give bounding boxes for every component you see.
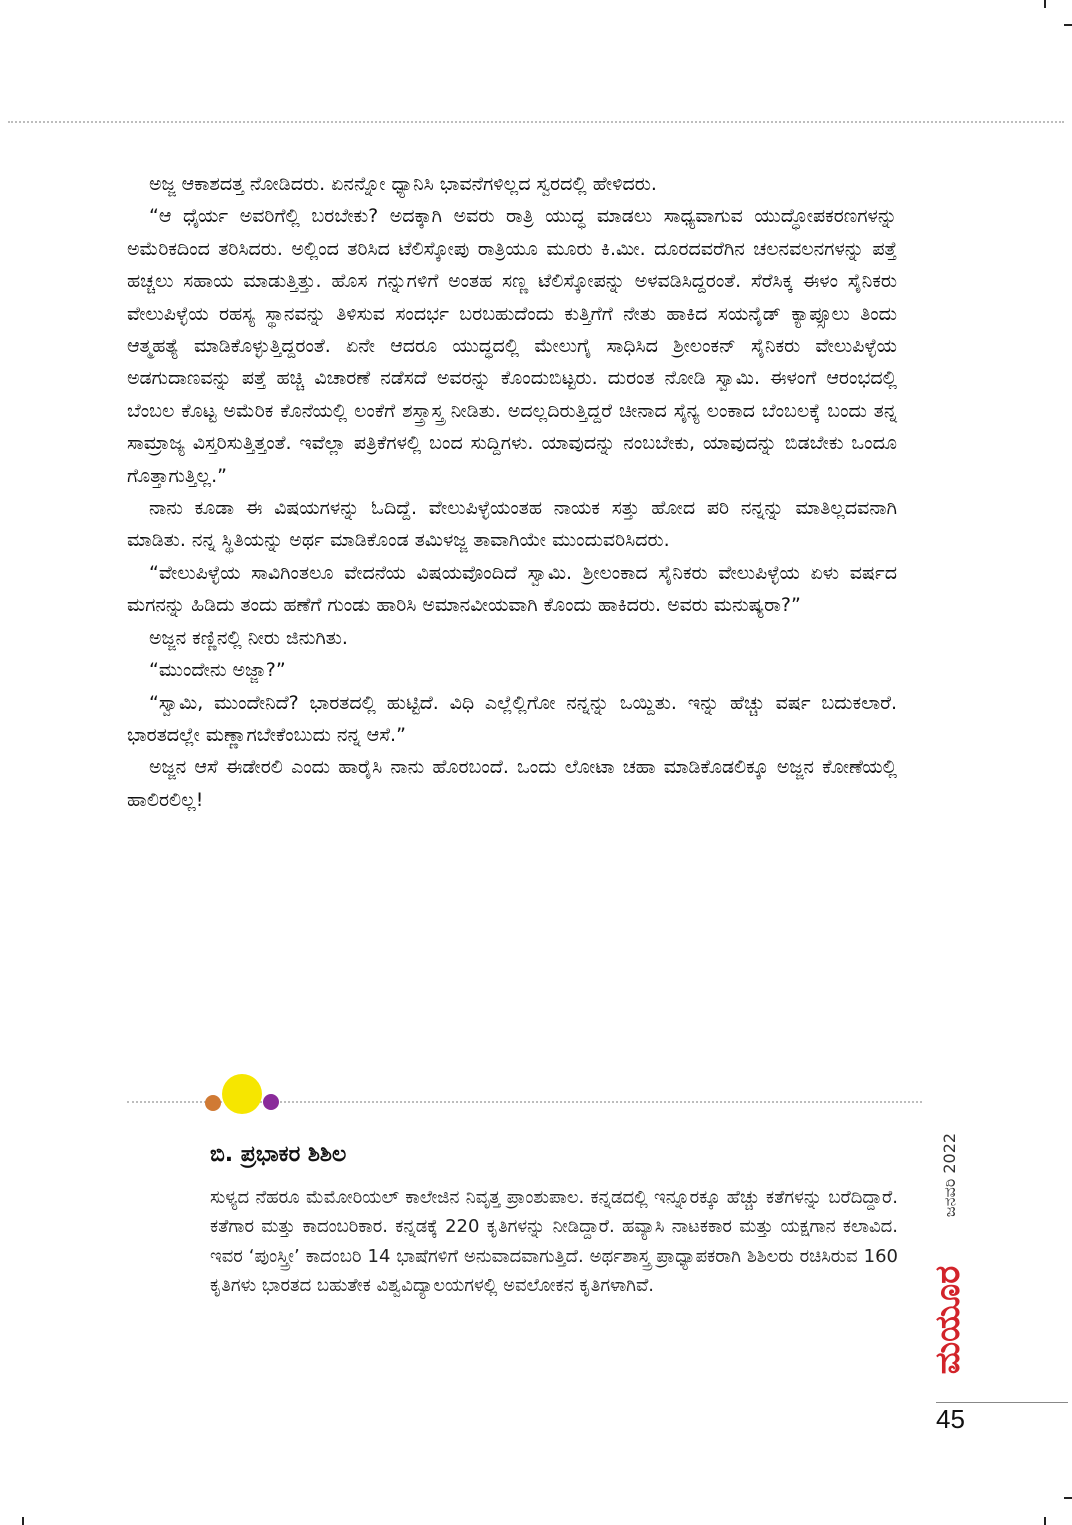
author-bio: ಸುಳ್ಯದ ನೆಹರೂ ಮೆಮೋರಿಯಲ್ ಕಾಲೇಜಿನ ನಿವೃತ್ತ ಪ್ರಾಂಶುಪಾಲ. ಕನ್ನಡದಲ್ಲಿ ಇನ್ನೂರಕ್ಕೂ ಹೆಚ್ಚು ಕತೆಗಳನ್ನು ಬರೆದಿದ್ದಾರೆ. ಕತೆಗಾರ ಮತ್ತು ಕಾದಂಬರಿಕಾರ. ಕನ್ನಡಕ್ಕೆ 220 ಕೃತಿಗಳನ್ನು ನೀಡಿದ್ದಾರೆ. ಹವ್ಯಾಸಿ ನಾಟಕಕಾರ ಮತ್ತು ಯಕ್ಷಗಾನ ಕಲಾವಿದ. ಇವರ ‘ಪುಂಸ್ತ್ರೀ’ ಕಾದಂಬರಿ 14 ಭಾಷೆಗಳಿಗೆ ಅನುವಾದವಾಗುತ್ತಿದೆ. ಅರ್ಥಶಾಸ್ತ್ರ ಪ್ರಾಧ್ಯಾಪಕರಾಗಿ ಶಿಶಿಲರು ರಚಿಸಿರುವ 160 ಕೃತಿಗಳು ಭಾರತದ ಬಹುತೇಕ ವಿಶ್ವವಿದ್ಯಾಲಯಗಳಲ್ಲಿ ಅವಲೋಕನ ಕೃತಿಗಳಾಗಿವೆ. — [210, 1187, 898, 1296]
crop-mark-top-right — [1044, 0, 1046, 8]
crop-mark-right-upper — [1064, 24, 1072, 26]
issue-date — [928, 1115, 973, 1235]
story-paragraph: ಅಜ್ಜ ಆಕಾಶದತ್ತ ನೋಡಿದರು. ಏನನ್ನೋ ಧ್ಯಾನಿಸಿ ಭಾವನೆಗಳಿಲ್ಲದ ಸ್ವರದಲ್ಲಿ ಹೇಳಿದರು. — [149, 173, 657, 195]
top-dotted-rule — [8, 121, 1064, 123]
story-paragraph: ಅಜ್ಜನ ಕಣ್ಣಿನಲ್ಲಿ ನೀರು ಜಿನುಗಿತು. — [149, 626, 348, 649]
page-number: 45 — [936, 1404, 965, 1434]
magazine-logo-text: ಮಯೂರ — [928, 1265, 968, 1375]
issue-date-text: ಜನವರಿ 2022 — [940, 1132, 959, 1218]
yellow-dot-ornament — [222, 1074, 262, 1114]
author-name: ಬಿ. ಪ್ರಭಾಕರ ಶಿಶಿಲ — [210, 1142, 347, 1167]
page-number-rule — [936, 1402, 1068, 1403]
magazine-logo — [924, 1240, 972, 1400]
story-body — [127, 168, 897, 816]
purple-dot-ornament — [263, 1094, 279, 1110]
story-paragraph: ನಾನು ಕೂಡಾ ಈ ವಿಷಯಗಳನ್ನು ಓದಿದ್ದೆ. ವೇಲುಪಿಳ್ಳೆಯಂತಹ ನಾಯಕ ಸತ್ತು ಹೋದ ಪರಿ ನನ್ನನ್ನು ಮಾತಿಲ್ಲದವನಾಗಿ ಮಾಡಿತು. ನನ್ನ ಸ್ಥಿತಿಯನ್ನು ಅರ್ಥ ಮಾಡಿಕೊಂಡ ತಮಿಳಜ್ಜ ತಾವಾಗಿಯೇ ಮುಂದುವರಿಸಿದರು. — [127, 497, 897, 552]
crop-mark-bottom-right — [1044, 1517, 1046, 1525]
story-paragraph: ಅಜ್ಜನ ಆಸೆ ಈಡೇರಲಿ ಎಂದು ಹಾರೈಸಿ ನಾನು ಹೊರಬಂದೆ. ಒಂದು ಲೋಟಾ ಚಹಾ ಮಾಡಿಕೊಡಲಿಕ್ಕೂ ಅಜ್ಜನ ಕೋಣೆಯಲ್ಲಿ ಹಾಲಿರಲಿಲ್ಲ! — [127, 756, 897, 811]
orange-dot-ornament — [205, 1095, 221, 1111]
story-paragraph: “ಆ ಧೈರ್ಯ ಅವರಿಗೆಲ್ಲಿ ಬರಬೇಕು? ಅದಕ್ಕಾಗಿ ಅವರು ರಾತ್ರಿ ಯುದ್ಧ ಮಾಡಲು ಸಾಧ್ಯವಾಗುವ ಯುದ್ಧೋಪಕರಣಗಳನ್ನು ಅಮೆರಿಕದಿಂದ ತರಿಸಿದರು. ಅಲ್ಲಿಂದ ತರಿಸಿದ ಟೆಲಿಸ್ಕೋಪು ರಾತ್ರಿಯೂ ಮೂರು ಕಿ.ಮೀ. ದೂರದವರೆಗಿನ ಚಲನವಲನಗಳನ್ನು ಪತ್ತೆ ಹಚ್ಚಲು ಸಹಾಯ ಮಾಡುತ್ತಿತ್ತು. ಹೊಸ ಗನ್ನುಗಳಿಗೆ ಅಂತಹ ಸಣ್ಣ ಟೆಲಿಸ್ಕೋಪನ್ನು ಅಳವಡಿಸಿದ್ದರಂತೆ. ಸೆರೆಸಿಕ್ಕ ಈಳಂ ಸೈನಿಕರು ವೇಲುಪಿಳ್ಳೆಯ ರಹಸ್ಯ ಸ್ಥಾನವನ್ನು ತಿಳಿಸುವ ಸಂದರ್ಭ ಬರಬಹುದೆಂದು ಕುತ್ತಿಗೆಗೆ ನೇತು ಹಾಕಿದ ಸಯನೈಡ್ ಕ್ಯಾಪ್ಸೂಲು ತಿಂದು ಆತ್ಮಹತ್ಯೆ ಮಾಡಿಕೊಳ್ಳುತ್ತಿದ್ದರಂತೆ. ಏನೇ ಆದರೂ ಯುದ್ಧದಲ್ಲಿ ಮೇಲುಗೈ ಸಾಧಿಸಿದ ಶ್ರೀಲಂಕನ್ ಸೈನಿಕರು ವೇಲುಪಿಳ್ಳೆಯ ಅಡಗುದಾಣವನ್ನು ಪತ್ತೆ ಹಚ್ಚಿ ವಿಚಾರಣೆ ನಡೆಸದೆ ಅವರನ್ನು ಕೊಂದುಬಿಟ್ಟರು. ದುರಂತ ನೋಡಿ ಸ್ವಾಮಿ. ಈಳಂಗೆ ಆರಂಭದಲ್ಲಿ ಬೆಂಬಲ ಕೊಟ್ಟ ಅಮೆರಿಕ ಕೊನೆಯಲ್ಲಿ ಲಂಕೆಗೆ ಶಸ್ತ್ರಾಸ್ತ್ರ ನೀಡಿತು. ಅದಲ್ಲದಿರುತ್ತಿದ್ದರೆ ಚೀನಾದ ಸೈನ್ಯ ಲಂಕಾದ ಬೆಂಬಲಕ್ಕೆ ಬಂದು ತನ್ನ ಸಾಮ್ರಾಜ್ಯ ವಿಸ್ತರಿಸುತ್ತಿತ್ತಂತೆ. ಇವೆಲ್ಲಾ ಪತ್ರಿಕೆಗಳಲ್ಲಿ ಬಂದ ಸುದ್ದಿಗಳು. ಯಾವುದನ್ನು ನಂಬಬೇಕು, ಯಾವುದನ್ನು ಬಿಡಬೇಕು ಒಂದೂ ಗೊತ್ತಾಗುತ್ತಿಲ್ಲ.” — [127, 205, 897, 487]
crop-mark-right-lower — [1064, 1497, 1072, 1499]
crop-mark-bottom-left — [22, 1517, 24, 1525]
section-divider — [127, 1092, 922, 1112]
story-paragraph: “ಮುಂದೇನು ಅಜ್ಜಾ?” — [149, 659, 286, 682]
story-paragraph: “ವೇಲುಪಿಳ್ಳೆಯ ಸಾವಿಗಿಂತಲೂ ವೇದನೆಯ ವಿಷಯವೊಂದಿದೆ ಸ್ವಾಮಿ. ಶ್ರೀಲಂಕಾದ ಸೈನಿಕರು ವೇಲುಪಿಳ್ಳೆಯ ಏಳು ವರ್ಷದ ಮಗನನ್ನು ಹಿಡಿದು ತಂದು ಹಣೆಗೆ ಗುಂಡು ಹಾರಿಸಿ ಅಮಾನವೀಯವಾಗಿ ಕೊಂದು ಹಾಕಿದರು. ಅವರು ಮನುಷ್ಯರಾ?” — [127, 561, 897, 617]
story-paragraph: “ಸ್ವಾಮಿ, ಮುಂದೇನಿದೆ? ಭಾರತದಲ್ಲಿ ಹುಟ್ಟಿದೆ. ವಿಧಿ ಎಲ್ಲೆಲ್ಲಿಗೋ ನನ್ನನ್ನು ಒಯ್ದಿತು. ಇನ್ನು ಹೆಚ್ಚು ವರ್ಷ ಬದುಕಲಾರೆ. ಭಾರತದಲ್ಲೇ ಮಣ್ಣಾಗಬೇಕೆಂಬುದು ನನ್ನ ಆಸೆ.” — [127, 691, 897, 746]
